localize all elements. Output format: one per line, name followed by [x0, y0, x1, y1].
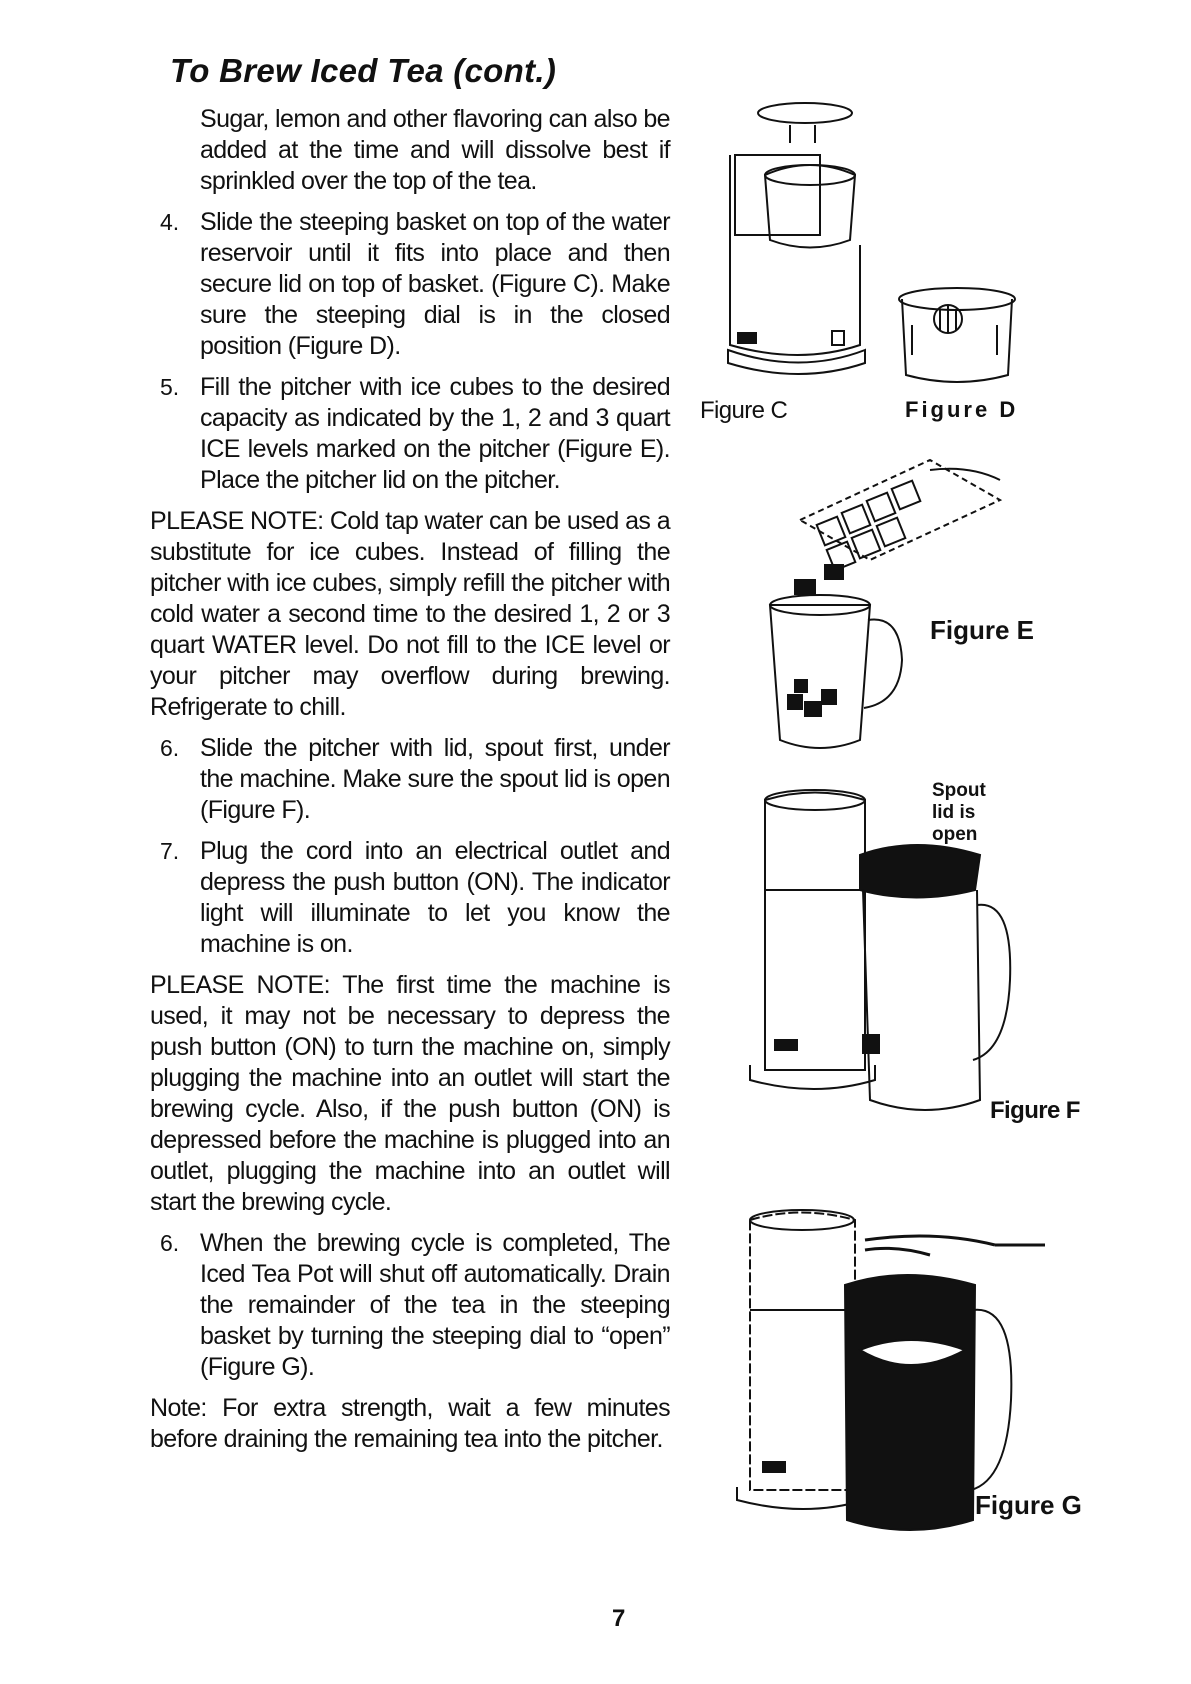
step-5	[150, 372, 670, 496]
intro-paragraph: Sugar, lemon and other flavoring can also be added at the time and will dissolve best if sprinkled over the top of the tea.	[200, 105, 670, 195]
figure-f-label: Figure F	[990, 1097, 1080, 1124]
step-4	[150, 207, 670, 362]
step-6	[150, 733, 670, 826]
step-text: Plug the cord into an electrical outlet and depress the push button (ON). The indicator light will illuminate to let you know the machine is on.	[200, 837, 670, 958]
step-number: 5.	[160, 374, 180, 400]
spout-callout-line: lid is	[932, 802, 976, 823]
step-6b	[150, 1228, 670, 1383]
figure-g-label: Figure G	[975, 1490, 1082, 1520]
step-text: Fill the pitcher with ice cubes to the desired capacity as indicated by the 1, 2 and 3 quart ICE levels marked on the pitcher (Figure E). Place the pitcher lid on the pitcher.	[200, 373, 670, 494]
spout-callout-line: Spout	[932, 780, 986, 801]
step-7	[150, 836, 670, 960]
step-number: 6.	[160, 735, 180, 761]
extra-strength-note: Note: For extra strength, wait a few minutes before draining the remaining tea into the pitcher.	[150, 1394, 670, 1453]
figure-e-illustration	[760, 440, 1020, 760]
step-number: 6.	[160, 1230, 180, 1256]
spout-callout-line: open	[932, 824, 978, 845]
figure-c-label: Figure C	[700, 397, 788, 424]
figure-d-label: Figure D	[905, 397, 1019, 422]
page-number: 7	[612, 1605, 626, 1632]
figure-c-illustration	[690, 95, 880, 395]
spout-callout	[932, 780, 986, 846]
please-note-1: PLEASE NOTE: Cold tap water can be used as a substitute for ice cubes. Instead of filling the pitcher with ice cubes, simply refill the pitcher with cold water a second time to the desired 1, 2 or 3 quart WATER level. Do not fill to the ICE level or your pitcher may overflow during brewing. Refrigerate to chill.	[150, 507, 670, 721]
step-number: 7.	[160, 838, 180, 864]
figure-e-label: Figure E	[930, 615, 1035, 645]
step-text: When the brewing cycle is completed, The Iced Tea Pot will shut off automatically. Drain the remainder of the tea in the steeping basket by turning the steeping dial to “open” (Figure G).	[200, 1229, 670, 1381]
page-title: To Brew Iced Tea (cont.)	[170, 52, 557, 89]
step-number: 4.	[160, 209, 180, 235]
figure-g-illustration	[735, 1200, 1065, 1540]
step-text: Slide the steeping basket on top of the water reservoir until it fits into place and then secure lid on top of basket. (Figure C). Make sure the steeping dial is in the closed position (Figure D).	[200, 208, 670, 360]
text-column	[150, 104, 670, 1455]
step-text: Slide the pitcher with lid, spout first, under the machine. Make sure the spout lid is open (Figure F).	[200, 734, 670, 824]
figure-d-illustration	[892, 285, 1022, 395]
please-note-2: PLEASE NOTE: The first time the machine is used, it may not be necessary to depress the push button (ON) to turn the machine on, simply plugging the machine into an outlet will start the brewing cycle. Also, if the push button (ON) is depressed before the machine is plugged into an outlet, plugging the machine into an outlet will start the brewing cycle.	[150, 971, 670, 1216]
